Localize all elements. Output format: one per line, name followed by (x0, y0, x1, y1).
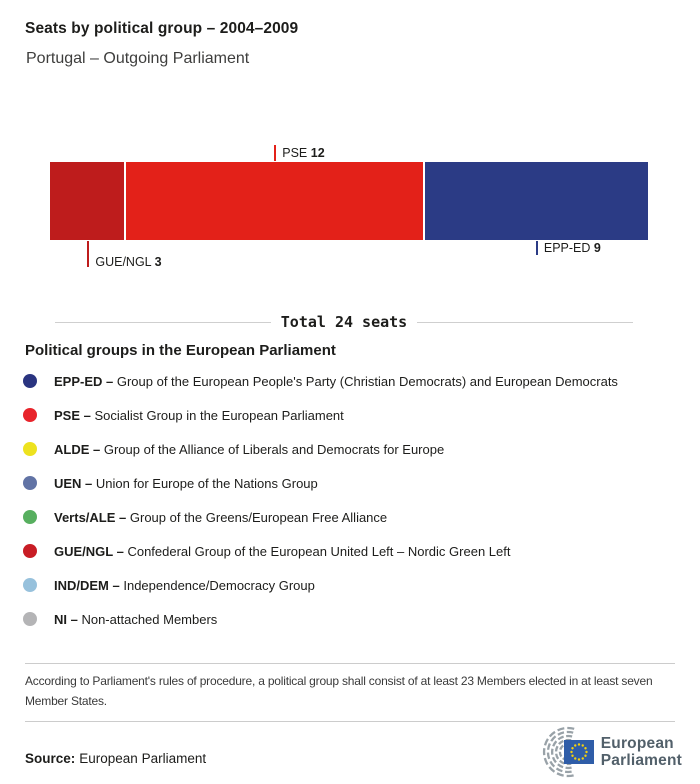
ep-logo-text (601, 735, 682, 769)
callout-label: EPP-ED 9 (543, 241, 601, 255)
legend-label (54, 476, 318, 491)
legend-item (23, 500, 675, 534)
legend-label (54, 442, 444, 457)
legend-color-dot (23, 612, 37, 626)
legend-rows (23, 364, 675, 636)
bar-callout-epp-ed (536, 241, 601, 255)
source-label: Source: (25, 751, 76, 766)
callout-tick (87, 241, 89, 267)
total-seats-row (55, 313, 633, 331)
legend-color-dot (23, 578, 37, 592)
legend-desc: Non-attached Members (77, 611, 218, 627)
page-title: Seats by political group – 2004–2009 (25, 20, 299, 37)
bar-callout-gue-ngl (87, 241, 161, 267)
chart-area (50, 146, 648, 269)
legend-item (23, 602, 675, 636)
legend-abbr: GUE/NGL – (54, 543, 124, 559)
divider-line-left (55, 322, 271, 323)
total-seats-label: Total 24 seats (280, 313, 408, 331)
divider-line-right (417, 322, 633, 323)
footer-divider-top (25, 663, 675, 664)
callout-label: PSE 12 (282, 146, 325, 160)
legend-label (54, 612, 217, 627)
bar-segment-gue-ngl[interactable] (50, 162, 124, 240)
legend-desc: Independence/Democracy Group (119, 577, 315, 593)
bar-segment-epp-ed[interactable] (425, 162, 648, 240)
legend-abbr: UEN – (54, 475, 93, 491)
legend-abbr: IND/DEM – (54, 577, 120, 593)
bar-callout-pse (274, 145, 324, 161)
legend-color-dot (23, 442, 37, 456)
legend-desc: Group of the European People's Party (Christian Democrats) and European Democrats (113, 373, 618, 389)
legend-abbr: NI – (54, 611, 78, 627)
ep-logo-line2: Parliament (600, 752, 682, 769)
legend-color-dot (23, 544, 37, 558)
footnote: According to Parliament's rules of procedure, a political group shall consist of at least 23 Members elected in at least seven Member States. (25, 674, 653, 708)
footer-divider-bottom (25, 721, 675, 722)
legend-color-dot (23, 476, 37, 490)
source-value: European Parliament (79, 751, 207, 766)
callout-label: GUE/NGL 3 (95, 255, 162, 269)
legend-abbr: Verts/ALE – (54, 509, 127, 525)
source-line (25, 751, 206, 766)
legend-abbr: PSE – (54, 407, 91, 423)
legend-abbr: ALDE – (54, 441, 101, 457)
legend-heading: Political groups in the European Parliament (25, 342, 336, 359)
legend-label (54, 510, 387, 525)
legend-desc: Confederal Group of the European United Left – Nordic Green Left (123, 543, 511, 559)
legend-label (54, 374, 618, 389)
callout-tick (536, 241, 538, 255)
european-parliament-logo (528, 726, 682, 778)
bar-segment-pse[interactable] (126, 162, 423, 240)
legend-item (23, 466, 675, 500)
legend-item (23, 432, 675, 466)
legend-desc: Socialist Group in the European Parliament (90, 407, 344, 423)
page-subtitle: Portugal – Outgoing Parliament (26, 50, 250, 67)
legend-color-dot (23, 510, 37, 524)
legend-label (54, 578, 315, 593)
legend-item (23, 568, 675, 602)
legend-color-dot (23, 374, 37, 388)
legend-desc: Group of the Greens/European Free Alliance (126, 509, 388, 525)
legend-abbr: EPP-ED – (54, 373, 114, 389)
callout-tick (274, 145, 276, 161)
legend-item (23, 534, 675, 568)
legend-desc: Group of the Alliance of Liberals and Democrats for Europe (100, 441, 445, 457)
legend-desc: Union for Europe of the Nations Group (92, 475, 318, 491)
legend-color-dot (23, 408, 37, 422)
ep-logo-line1: European (600, 735, 674, 752)
ep-hemicycle-icon (528, 726, 594, 778)
legend-label (54, 408, 344, 423)
stacked-bar (50, 162, 648, 240)
legend-item (23, 364, 675, 398)
legend-label (54, 544, 510, 559)
legend-item (23, 398, 675, 432)
